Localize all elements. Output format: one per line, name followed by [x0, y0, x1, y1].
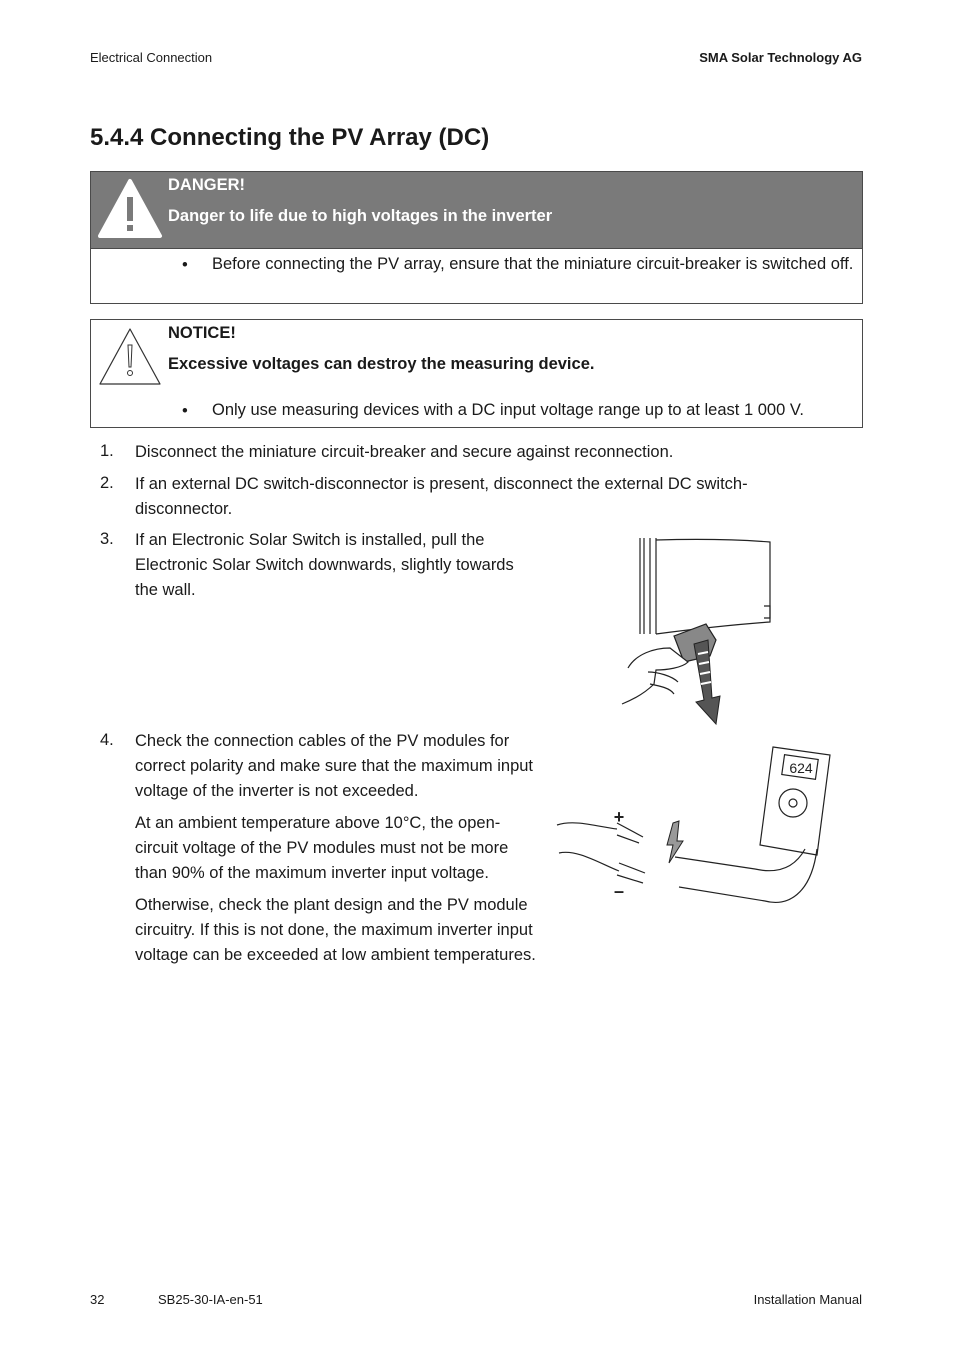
multimeter-display: 624 [789, 760, 813, 776]
step-4-para-3: Otherwise, check the plant design and the PV module circuitry. If this is not done, the maximum inverter input voltage can be exceeded at low ambient temperatures. [135, 896, 536, 964]
ess-removal-illustration [612, 536, 782, 726]
footer-doc-type: Installation Manual [753, 1292, 862, 1307]
step-2-text: If an external DC switch-disconnector is present, disconnect the external DC switch-disconnector. [135, 475, 748, 518]
footer-doc-code: SB25-30-IA-en-51 [158, 1292, 263, 1307]
notice-label: NOTICE! [168, 324, 236, 342]
danger-label: DANGER! [168, 176, 245, 194]
step-3-text: If an Electronic Solar Switch is installed, pull the Electronic Solar Switch downwards, slightly towards the wall. [135, 531, 514, 599]
danger-bullet-text: Before connecting the PV array, ensure that the miniature circuit-breaker is switched off. [212, 255, 854, 273]
minus-polarity-label: – [613, 881, 625, 901]
notice-bullet-dot: • [182, 402, 188, 420]
header-section: Electrical Connection [90, 50, 213, 65]
danger-bullet-dot: • [182, 256, 188, 274]
step-3-number: 3. [100, 530, 114, 548]
notice-warning-icon [97, 325, 163, 389]
plus-polarity-label: + [613, 807, 625, 827]
step-1-text: Disconnect the miniature circuit-breaker and secure against reconnection. [135, 443, 674, 461]
danger-headline: Danger to life due to high voltages in the inverter [168, 207, 553, 225]
step-4-text: Check the connection cables of the PV modules for correct polarity and make sure that the maximum input voltage of the inverter is not exceeded. [135, 732, 534, 800]
danger-box [90, 171, 863, 304]
page-title: 5.4.4 Connecting the PV Array (DC) [90, 124, 490, 151]
danger-warning-icon [97, 177, 163, 241]
step-1-number: 1. [100, 442, 114, 460]
voltage-lightning-icon [667, 821, 683, 863]
step-2-number: 2. [100, 474, 114, 492]
notice-headline: Excessive voltages can destroy the measuring device. [168, 355, 595, 373]
step-4-para-2: At an ambient temperature above 10°C, the open-circuit voltage of the PV modules must not be more than 90% of the maximum inverter input voltage. [135, 814, 509, 882]
footer-page-number: 32 [90, 1292, 105, 1307]
step-4-number: 4. [100, 731, 114, 749]
multimeter-illustration [555, 745, 840, 915]
header-company: SMA Solar Technology AG [699, 50, 862, 65]
notice-box [90, 319, 863, 428]
notice-bullet-text: Only use measuring devices with a DC input voltage range up to at least 1 000 V. [212, 401, 804, 419]
